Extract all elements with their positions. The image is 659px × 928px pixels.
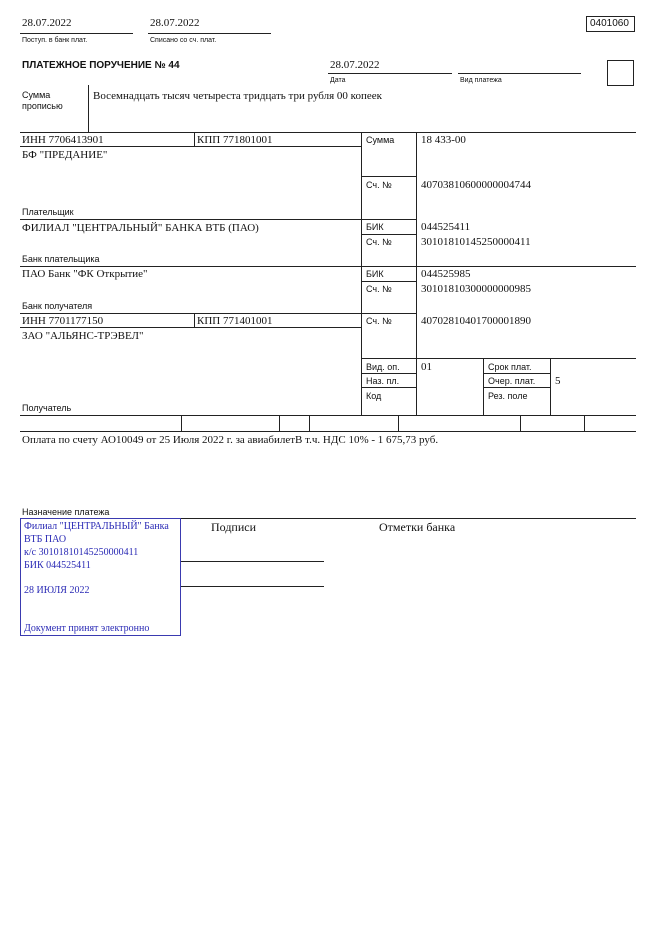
payer-bank-bik: 044525411 <box>421 221 471 233</box>
kod-label: Код <box>366 391 382 401</box>
signature-line-1 <box>180 561 324 562</box>
amount-words-divider <box>88 85 89 132</box>
payer-name: БФ "ПРЕДАНИЕ" <box>22 149 108 161</box>
grid-line-payee-inn <box>20 327 361 328</box>
stamp-line-1: Филиал "ЦЕНТРАЛЬНЫЙ" Банка <box>24 521 169 532</box>
bank-marks-label: Отметки банка <box>379 520 456 534</box>
payee-label: Получатель <box>22 403 72 413</box>
grid-v-tax-2 <box>279 415 280 431</box>
grid-line-vid-op <box>361 373 416 374</box>
payer-account-label: Сч. № <box>366 180 392 190</box>
amount-label: Сумма <box>366 135 395 145</box>
document-title: ПЛАТЕЖНОЕ ПОРУЧЕНИЕ № 44 <box>22 60 180 71</box>
payer-bank-bik-label: БИК <box>366 222 384 232</box>
purpose-text: Оплата по счету АО10049 от 25 Июля 2022 г. за авиабилетВ т.ч. НДС 10% - 1 675,73 руб. <box>22 434 439 446</box>
payee-bank-account-label: Сч. № <box>366 284 392 294</box>
form-code: 0401060 <box>590 18 629 29</box>
document-date-line <box>328 73 452 74</box>
stamp-date: 28 ИЮЛЯ 2022 <box>24 585 90 596</box>
grid-v-payer-kpp <box>194 132 195 146</box>
amount-words-label-1: Сумма <box>22 90 51 100</box>
vid-op-value: 01 <box>421 361 432 373</box>
amount-words-label-2: прописью <box>22 101 63 111</box>
grid-line-payee-bank <box>20 313 416 314</box>
payee-bank-account: 30101810300000000985 <box>421 283 531 295</box>
debited-date-line <box>148 33 271 34</box>
payer-bank-account-label: Сч. № <box>366 237 392 247</box>
payer-bank-name: ФИЛИАЛ "ЦЕНТРАЛЬНЫЙ" БАНКА ВТБ (ПАО) <box>22 222 259 234</box>
srok-label: Срок плат. <box>488 362 532 372</box>
payment-type-line <box>458 73 581 74</box>
stamp-accepted: Документ принят электронно <box>24 623 150 634</box>
grid-line-ocher <box>483 387 550 388</box>
grid-line-payer-inn <box>20 146 361 147</box>
payee-bank-bik: 044525985 <box>421 268 471 280</box>
payee-account-label: Сч. № <box>366 316 392 326</box>
payer-bank-label: Банк плательщика <box>22 254 100 264</box>
rez-label: Рез. поле <box>488 391 528 401</box>
ocher-value: 5 <box>555 375 561 387</box>
grid-v-tax-5 <box>520 415 521 431</box>
grid-line-naz-pl <box>361 387 416 388</box>
document-date: 28.07.2022 <box>330 59 380 71</box>
grid-v-tax-6 <box>584 415 585 431</box>
grid-line-amount <box>361 176 416 177</box>
stamp-line-4: БИК 044525411 <box>24 560 91 571</box>
amount-value: 18 433-00 <box>421 134 466 146</box>
bank-stamp <box>20 518 181 636</box>
vid-op-label: Вид. оп. <box>366 362 400 372</box>
received-date-line <box>20 33 133 34</box>
purpose-label: Назначение платежа <box>22 507 110 517</box>
grid-v-tax-4 <box>398 415 399 431</box>
grid-line-payer-bank <box>20 266 636 267</box>
payee-name: ЗАО "АЛЬЯНС-ТРЭВЕЛ" <box>22 330 144 342</box>
grid-line-tax <box>20 431 636 432</box>
payer-bank-account: 30101810145250000411 <box>421 236 531 248</box>
payee-bank-bik-label: БИК <box>366 269 384 279</box>
debited-date: 28.07.2022 <box>150 17 200 29</box>
payee-account: 40702810401700001890 <box>421 315 531 327</box>
payee-bank-label: Банк получателя <box>22 301 93 311</box>
payee-kpp: КПП 771401001 <box>197 315 273 327</box>
received-date: 28.07.2022 <box>22 17 72 29</box>
payer-kpp: КПП 771801001 <box>197 134 273 146</box>
grid-line-payer <box>20 219 416 220</box>
grid-v-tax-1 <box>181 415 182 431</box>
grid-line-payee <box>20 415 636 416</box>
document-date-label: Дата <box>330 77 346 84</box>
grid-v-payee-kpp <box>194 313 195 327</box>
grid-line-payee-bik <box>361 281 416 282</box>
grid-v-srok-value <box>550 358 551 415</box>
debited-date-label: Списано со сч. плат. <box>150 37 217 44</box>
payer-label: Плательщик <box>22 207 74 217</box>
signature-line-2 <box>180 586 324 587</box>
stamp-line-3: к/с 30101810145250000411 <box>24 547 139 558</box>
status-box <box>607 60 634 86</box>
grid-line-payee-account <box>361 358 636 359</box>
payer-inn: ИНН 7706413901 <box>22 134 104 146</box>
grid-v-tax-3 <box>309 415 310 431</box>
ocher-label: Очер. плат. <box>488 376 536 386</box>
payee-inn: ИНН 7701177150 <box>22 315 104 327</box>
stamp-line-2: ВТБ ПАО <box>24 534 67 545</box>
grid-line-payer-bik <box>361 234 416 235</box>
grid-line-srok <box>483 373 550 374</box>
signatures-label: Подписи <box>211 520 257 534</box>
grid-line-top <box>20 132 636 133</box>
grid-v-right <box>416 132 417 415</box>
amount-words-text: Восемнадцать тысяч четыреста тридцать три рубля 00 копеек <box>93 90 382 102</box>
payee-bank-name: ПАО Банк "ФК Открытие" <box>22 268 148 280</box>
payment-type-label: Вид платежа <box>460 77 502 84</box>
payer-account: 40703810600000004744 <box>421 179 531 191</box>
naz-pl-label: Наз. пл. <box>366 376 400 386</box>
received-date-label: Поступ. в банк плат. <box>22 37 88 44</box>
